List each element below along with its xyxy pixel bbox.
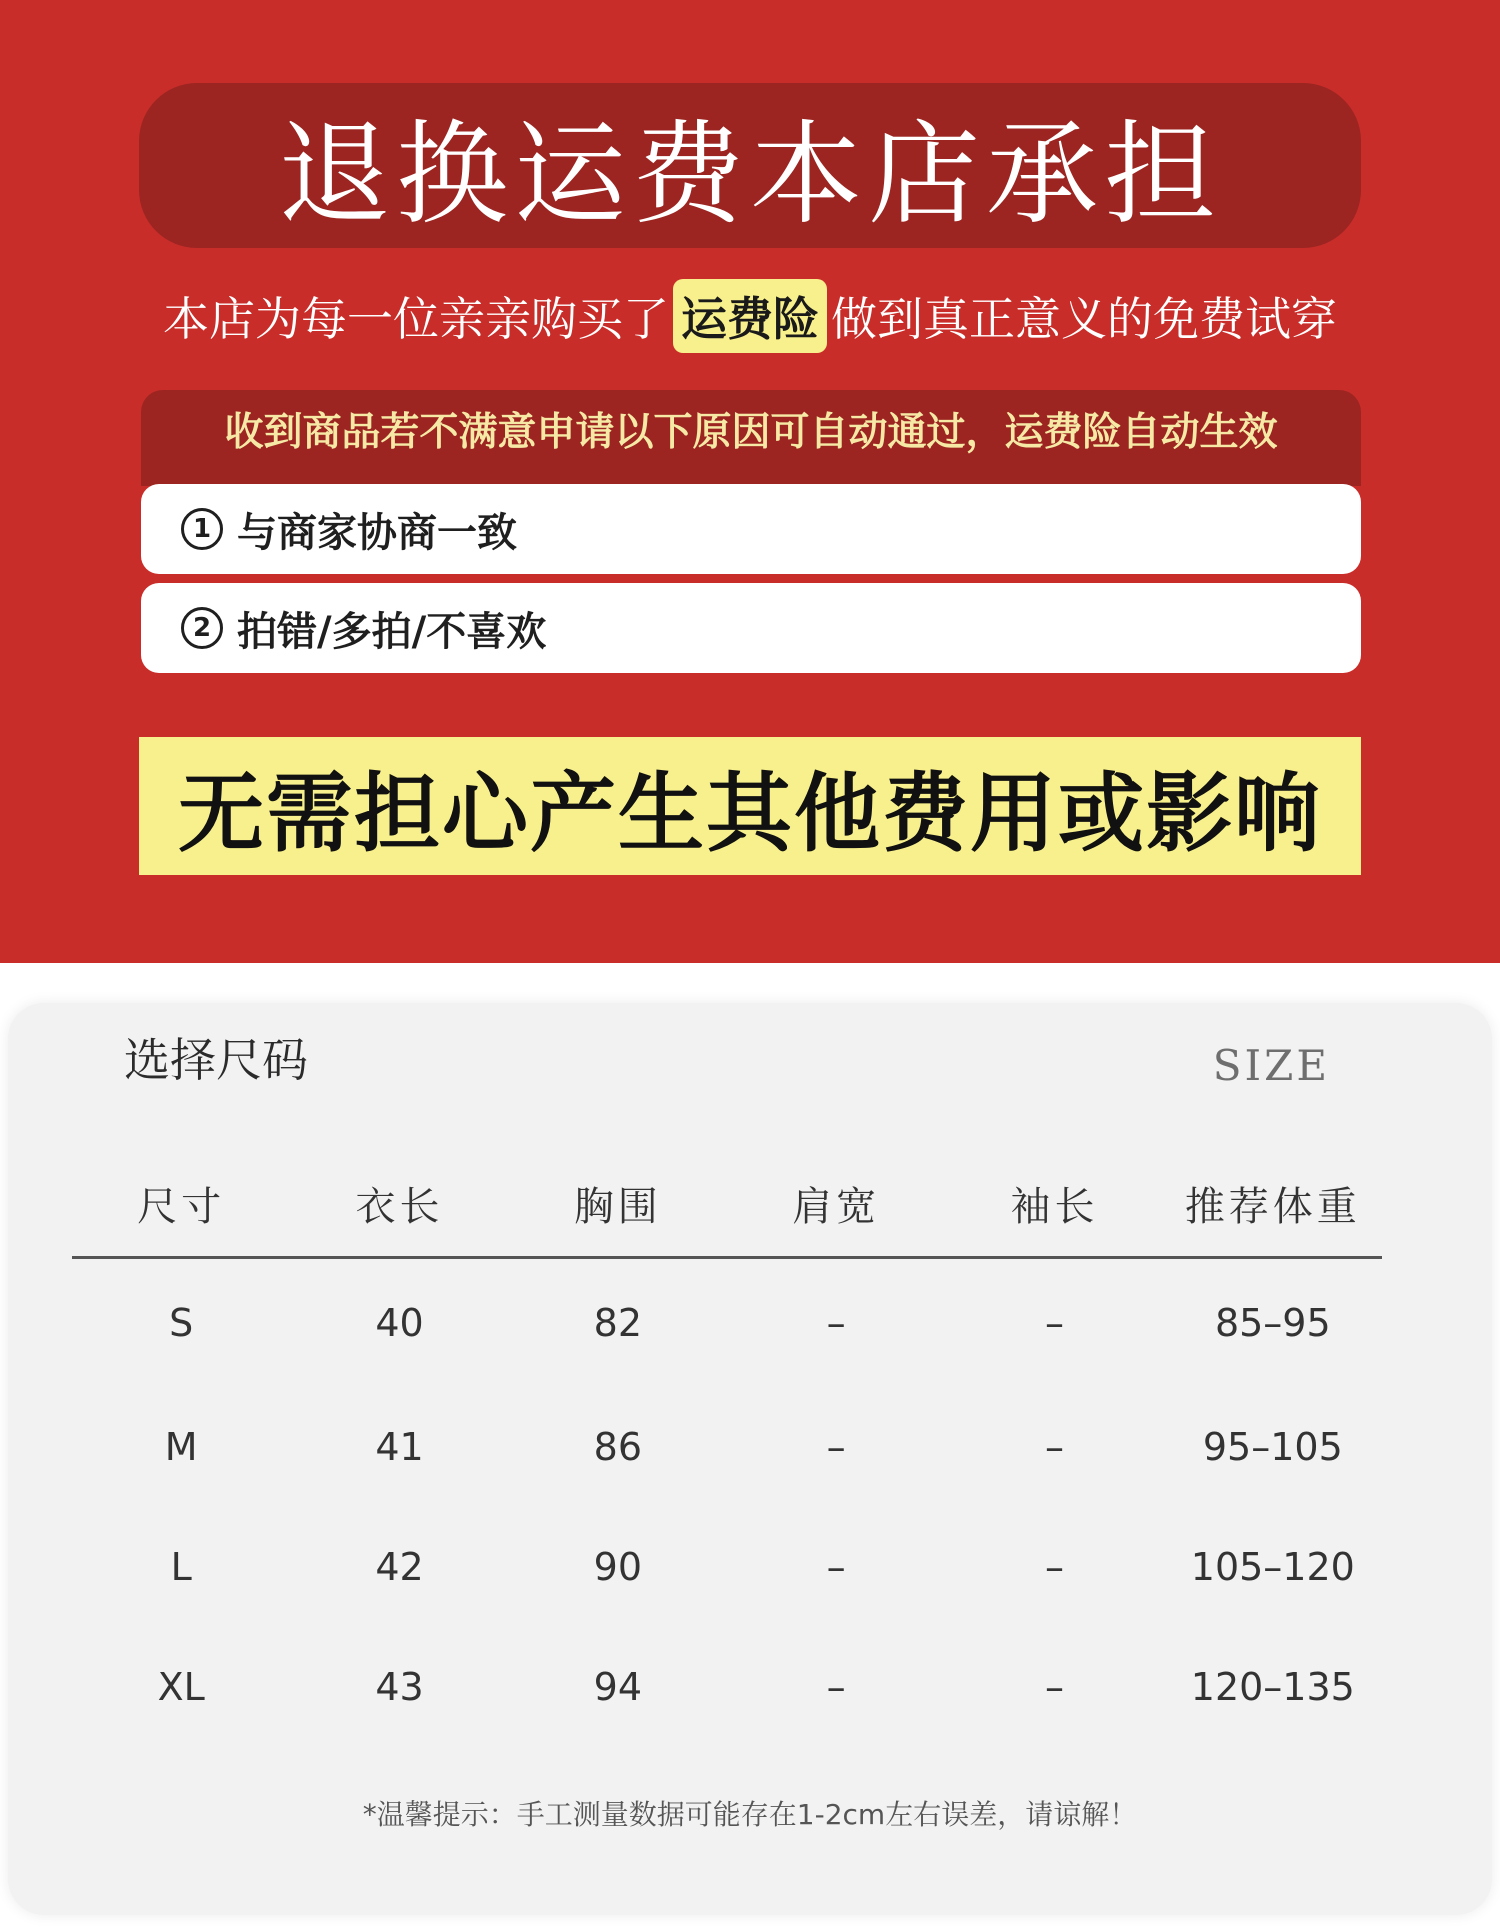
table-cell: – — [826, 1425, 846, 1469]
column-header: 肩宽 — [727, 1150, 945, 1258]
table-cell: 120–135 — [1190, 1665, 1355, 1709]
table-cell: S — [169, 1301, 194, 1345]
size-table — [72, 1150, 1382, 1747]
table-cell: M — [164, 1425, 198, 1469]
table-cell: 85–95 — [1214, 1301, 1331, 1345]
table-row — [72, 1507, 1382, 1627]
reason-item-1 — [141, 484, 1361, 574]
table-row — [72, 1627, 1382, 1747]
circled-number-icon: 1 — [181, 508, 223, 550]
table-cell: 86 — [593, 1425, 642, 1469]
reason-text: 拍错/多拍/不喜欢 — [237, 608, 547, 655]
measurement-tip: *温馨提示：手工测量数据可能存在1-2cm左右误差，请谅解！ — [362, 1798, 1138, 1831]
column-header: 衣长 — [290, 1150, 508, 1258]
table-cell: – — [1044, 1425, 1064, 1469]
table-cell: – — [826, 1665, 846, 1709]
promo-title: 退换运费本店承担 — [139, 83, 1361, 248]
column-header: 袖长 — [945, 1150, 1163, 1258]
table-cell: XL — [157, 1665, 205, 1709]
subtitle-text-pre: 本店为每一位亲亲购买了 — [163, 292, 669, 346]
table-cell: 82 — [593, 1301, 642, 1345]
table-header-row — [72, 1150, 1382, 1258]
table-cell: – — [1044, 1545, 1064, 1589]
column-header: 胸围 — [509, 1150, 727, 1258]
size-chart-label: SIZE — [1212, 1041, 1330, 1090]
table-row — [72, 1258, 1382, 1388]
table-cell: 43 — [375, 1665, 424, 1709]
column-header: 推荐体重 — [1164, 1150, 1382, 1258]
promo-subtitle — [0, 280, 1500, 352]
table-cell: 95–105 — [1202, 1425, 1343, 1469]
circled-number-icon: 2 — [181, 607, 223, 649]
table-cell: 41 — [375, 1425, 424, 1469]
table-cell: L — [170, 1545, 192, 1589]
promo-section — [0, 0, 1500, 963]
reason-text: 与商家协商一致 — [237, 509, 517, 556]
table-cell: – — [1044, 1301, 1064, 1345]
table-cell: 40 — [375, 1301, 424, 1345]
table-cell: 105–120 — [1190, 1545, 1355, 1589]
table-cell: – — [826, 1301, 846, 1345]
reason-item-2 — [141, 583, 1361, 673]
table-cell: 90 — [593, 1545, 642, 1589]
subtitle-text-post: 做到真正意义的免费试穿 — [831, 292, 1337, 346]
no-worry-banner: 无需担心产生其他费用或影响 — [139, 737, 1361, 875]
table-cell: – — [1044, 1665, 1064, 1709]
table-row — [72, 1387, 1382, 1507]
notice-text: 收到商品若不满意申请以下原因可自动通过，运费险自动生效 — [224, 410, 1278, 455]
table-cell: – — [826, 1545, 846, 1589]
table-cell: 94 — [593, 1665, 642, 1709]
column-header: 尺寸 — [72, 1150, 290, 1258]
table-cell: 42 — [375, 1545, 424, 1589]
size-chart-title: 选择尺码 — [124, 1033, 308, 1087]
subtitle-highlight: 运费险 — [673, 279, 827, 353]
notice-box — [141, 390, 1361, 486]
